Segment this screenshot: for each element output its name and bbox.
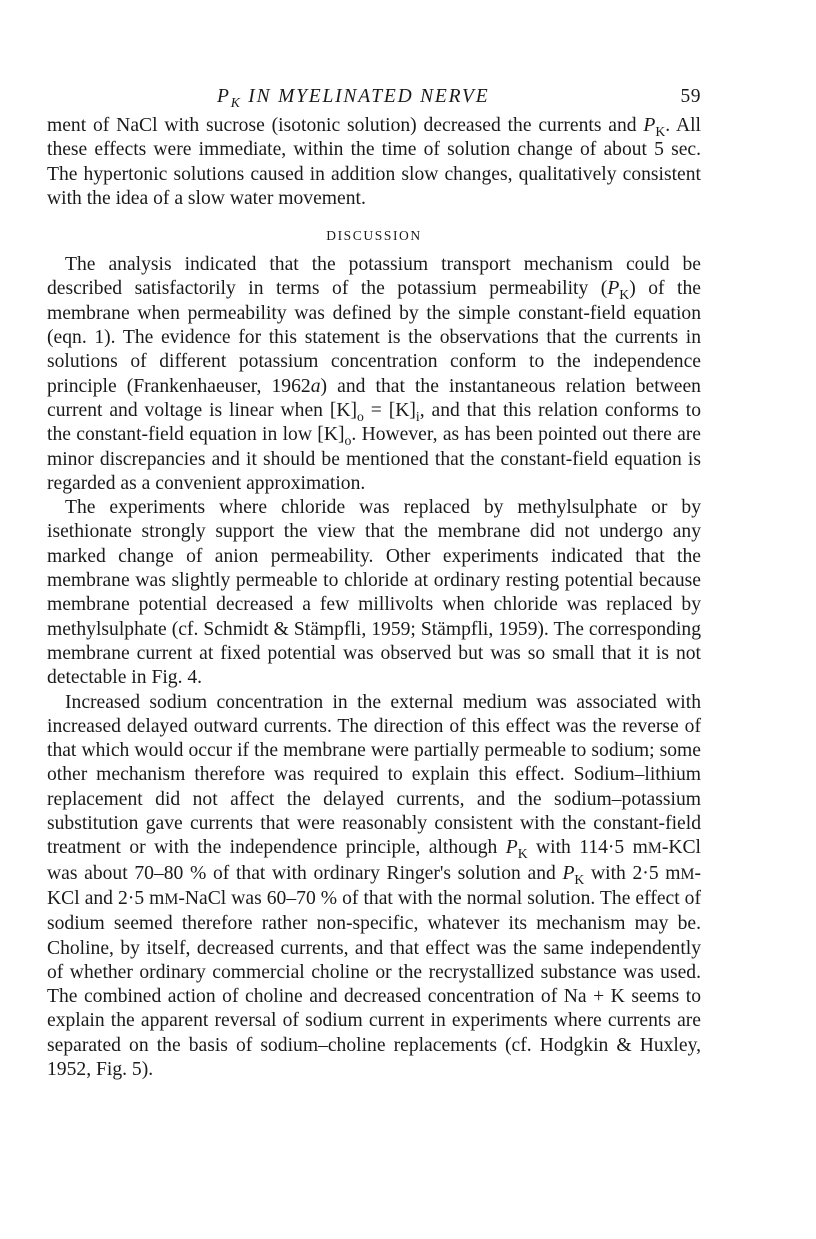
running-title-subscript: K bbox=[230, 94, 242, 110]
section-heading: DISCUSSION bbox=[326, 228, 422, 244]
page-number: 59 bbox=[680, 86, 701, 107]
paragraph-continued: ment of NaCl with sucrose (isotonic solution) decreased the currents and $P_K$. All these effects were immediate, within the time of solution change of about 5 sec. The hypertonic solutions caused in addition slow changes, qualitatively consistent with the idea of a slow water movement. bbox=[47, 115, 701, 209]
running-title: $P_K$ IN MYELINATED NERVE bbox=[217, 86, 490, 110]
paragraph-discussion-1: The analysis indicated that the potassium transport mechanism could be described satisfactorily in terms of the potassium permeability $(P_K)$ of the membrane when permeability was defined by the simple constant-field equation (eqn. 1). The evidence for this statement is the observations that the currents in solutions of different potassium concentration conform to the independence principle (Frankenhaeuser, 1962a) and that the instantaneous relation between current and voltage is linear when $[K]_o = [K]_i$, and that this relation conforms to the constant-field equation in low $[K]_o$. However, as has been pointed out there are minor discrepancies and it should be mentioned that the constant-field equation is regarded as a convenient approximation. bbox=[47, 254, 701, 494]
page bbox=[47, 86, 701, 1082]
paragraph-discussion-3: Increased sodium concentration in the external medium was associated with increased delayed outward currents. The direction of this effect was the reverse of that which would occur if the membrane were partially permeable to sodium; some other mechanism therefore was required to explain this effect. Sodium–lithium replacement did not affect the delayed currents, and the sodium–potassium substitution gave currents that were reasonably consistent with the constant-field treatment or with the independence principle, although $P_K$ with 114·5 mM-KCl was about 70–80 % of that with ordinary Ringer's solution and $P_K$ with 2·5 mM-KCl and 2·5 mM-NaCl was 60–70 % of that with the normal solution. The effect of sodium seemed therefore rather non-specific, whatever its mechanism may be. Choline, by itself, decreased currents, and that effect was the same independently of whether ordinary commercial choline or the recrystallized substance was used. The combined action of choline and decreased concentration of Na + K seems to explain the apparent reversal of sodium current in experiments where currents are separated on the basis of sodium–choline replacements (cf. Hodgkin & Huxley, 1952, Fig. 5). bbox=[47, 691, 702, 1080]
paragraph-discussion-2: The experiments where chloride was replaced by methylsulphate or by isethionate strongly support the view that the membrane did not undergo any marked change of anion permeability. Other experiments indicated that the membrane was slightly permeable to chloride at ordinary resting potential because membrane potential decreased a few millivolts when chloride was replaced by methylsulphate (cf. Schmidt & Stämpfli, 1959; Stämpfli, 1959). The corresponding membrane current at fixed potential was observed but was so small that it is not detectable in Fig. 4. bbox=[47, 497, 701, 689]
running-head bbox=[47, 86, 701, 114]
